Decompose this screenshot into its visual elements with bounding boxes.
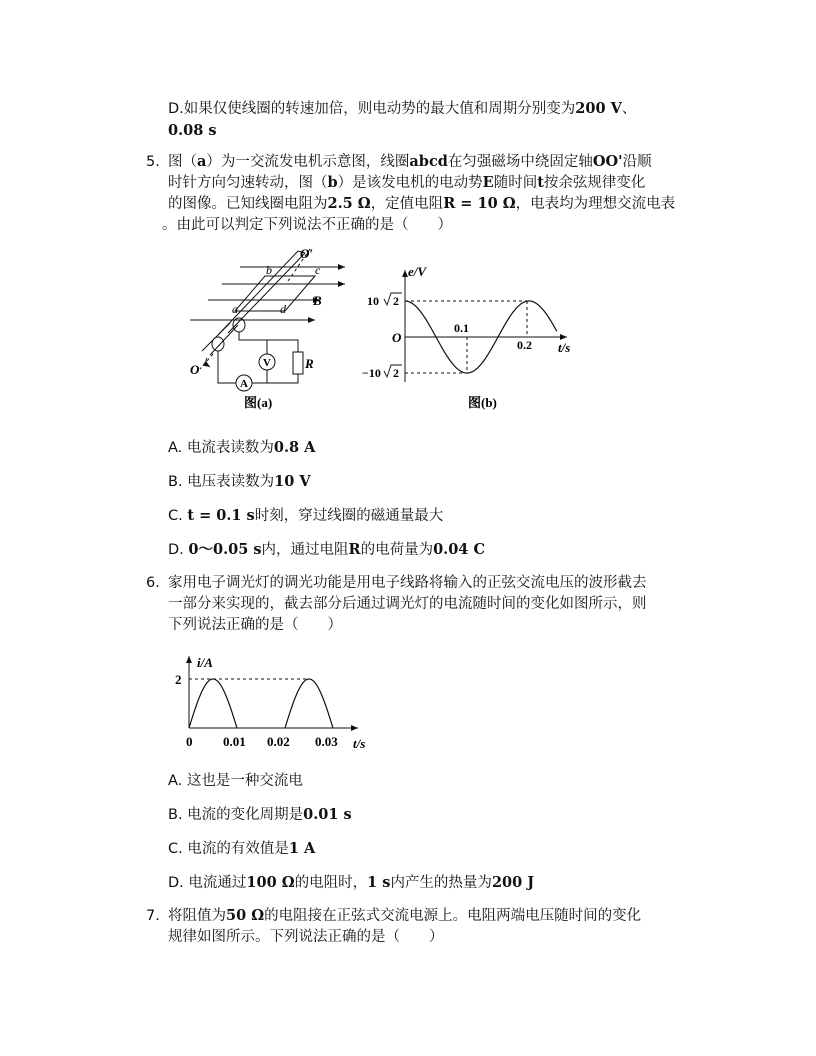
fig-b-tick-02: 0.2 bbox=[517, 338, 532, 352]
q5-option-b-value: 10 V bbox=[274, 473, 311, 490]
fig-b-y-top-sqrt: 2 bbox=[393, 294, 399, 308]
q6-option-d-text2: 内产生的热量为 bbox=[390, 875, 492, 891]
q7-l1a: 将阻值为 bbox=[168, 908, 226, 924]
q6-stem-line1: 家用电子调光灯的调光功能是用电子线路将输入的正弦交流电压的波形截去 bbox=[168, 575, 647, 591]
label-a: a bbox=[232, 302, 238, 316]
q5-option-c-prefix: C. bbox=[168, 508, 188, 524]
q5-option-d-text: 内，通过电阻 bbox=[261, 542, 349, 558]
q5-option-a[interactable] bbox=[168, 438, 315, 458]
coil bbox=[235, 276, 315, 311]
q6-option-c-text: C. 电流的有效值是 bbox=[168, 841, 289, 857]
figure-b-caption: 图(b) bbox=[468, 395, 497, 410]
figure-a-caption: 图(a) bbox=[244, 395, 273, 410]
q4-option-d-sep: 、 bbox=[621, 101, 637, 117]
fig-b-y-top: 10 bbox=[367, 294, 379, 308]
q6-stem-line2: 一部分来实现的，截去部分后通过调光灯的电流随时间的变化如图所示，则 bbox=[168, 596, 647, 612]
q5-l3b: 2.5 Ω bbox=[327, 195, 371, 212]
q5-stem-line3 bbox=[168, 194, 675, 214]
q6-xlabel: t/s bbox=[353, 736, 366, 751]
q6-option-d[interactable] bbox=[168, 873, 534, 893]
label-O-prime: O′ bbox=[300, 246, 314, 261]
fig-b-y-bottom: −10 bbox=[362, 366, 381, 380]
q5-l2d: E bbox=[482, 174, 494, 191]
q4-option-d-text: D.如果仅使线圈的转速加倍，则电动势的最大值和周期分别变为 bbox=[168, 101, 576, 117]
q4-option-d-value1: 200 V bbox=[575, 100, 622, 117]
fig-b-ylabel: e/V bbox=[408, 264, 427, 279]
q6-xtick-003: 0.03 bbox=[315, 734, 338, 749]
q5-option-a-text: A. 电流表读数为 bbox=[168, 440, 274, 456]
q5-l3d: R = 10 Ω bbox=[443, 195, 516, 212]
q6-option-a[interactable] bbox=[168, 771, 303, 791]
q5-l2f: t bbox=[537, 174, 544, 191]
q6-option-d-value3: 200 J bbox=[491, 874, 535, 891]
q6-option-b[interactable] bbox=[168, 805, 352, 825]
q6-number: 6. bbox=[146, 575, 160, 591]
q5-figure-a bbox=[180, 243, 360, 415]
q5-l1b: a bbox=[197, 153, 207, 170]
q5-l1d: abcd bbox=[409, 153, 448, 170]
q7-number: 7. bbox=[146, 908, 160, 924]
q6-option-d-value2: 1 s bbox=[367, 874, 391, 891]
q5-number: 5. bbox=[146, 154, 160, 170]
q6-current-hump-2 bbox=[285, 679, 333, 728]
q5-l2c: ）是该发电机的电动势 bbox=[337, 175, 483, 191]
q5-option-b-text: B. 电压表读数为 bbox=[168, 474, 275, 490]
q5-l2a: 时针方向匀速转动，图（ bbox=[168, 175, 328, 191]
q5-stem-line1 bbox=[168, 152, 652, 172]
q6-option-c-value: 1 A bbox=[288, 840, 316, 857]
q7-stem-line2: 规律如图所示。下列说法正确的是（ ） bbox=[168, 929, 444, 945]
slip-ring bbox=[212, 337, 224, 351]
q6-option-c[interactable] bbox=[168, 839, 315, 859]
label-c: c bbox=[315, 263, 321, 277]
q7-l1b: 50 Ω bbox=[226, 907, 265, 924]
q6-ytick-2: 2 bbox=[175, 672, 182, 687]
q5-l1c: ）为一交流发电机示意图，线圈 bbox=[206, 154, 410, 170]
q6-current-hump-1 bbox=[189, 679, 237, 728]
q5-option-c[interactable] bbox=[168, 506, 443, 526]
q6-option-d-text: 的电阻时， bbox=[294, 875, 368, 891]
fig-b-origin: O bbox=[392, 330, 402, 345]
fig-b-xlabel: t/s bbox=[558, 340, 571, 355]
q6-ylabel: i/A bbox=[197, 655, 213, 670]
q5-option-d-text2: 的电荷量为 bbox=[360, 542, 434, 558]
q6-option-b-text: B. 电流的变化周期是 bbox=[168, 807, 304, 823]
resistor bbox=[293, 352, 303, 374]
q6-option-b-value: 0.01 s bbox=[303, 806, 352, 823]
q7-stem-line1 bbox=[168, 906, 641, 926]
q4-option-d bbox=[168, 99, 636, 119]
fig-b-tick-01: 0.1 bbox=[454, 321, 469, 335]
q5-option-d[interactable] bbox=[168, 540, 485, 560]
label-O: O bbox=[190, 362, 200, 377]
q5-l3e: ，电表均为理想交流电表 bbox=[515, 196, 676, 212]
label-b: b bbox=[266, 263, 272, 277]
q5-figure-b bbox=[362, 262, 582, 414]
label-d: d bbox=[280, 302, 286, 316]
q5-l1g: 沿顺 bbox=[622, 154, 652, 170]
q5-l1f: OO' bbox=[592, 153, 623, 170]
q5-option-a-value: 0.8 A bbox=[273, 439, 316, 456]
q6-option-d-value: 100 Ω bbox=[246, 874, 295, 891]
q7-l1c: 的电阻接在正弦式交流电源上。电阻两端电压随时间的变化 bbox=[264, 908, 642, 924]
q6-xtick-002: 0.02 bbox=[267, 734, 290, 749]
label-B: B bbox=[313, 293, 322, 308]
label-A: A bbox=[240, 378, 248, 390]
q5-l2b: b bbox=[327, 174, 338, 191]
q6-xtick-001: 0.01 bbox=[223, 734, 246, 749]
label-R: R bbox=[305, 356, 314, 371]
q5-option-c-value: t = 0.1 s bbox=[187, 507, 255, 524]
q4-option-d-line2: 0.08 s bbox=[168, 122, 217, 139]
q5-l2g: 按余弦规律变化 bbox=[543, 175, 646, 191]
fig-b-y-bottom-sqrt: 2 bbox=[393, 366, 399, 380]
q6-stem-line3: 下列说法正确的是（ ） bbox=[168, 617, 342, 633]
q5-l1a: 图（ bbox=[168, 154, 197, 170]
q5-option-d-value: 0～0.05 s bbox=[188, 541, 262, 558]
q5-stem-line4: 。由此可以判定下列说法不正确的是（ ） bbox=[162, 217, 452, 233]
q5-option-b[interactable] bbox=[168, 472, 311, 492]
q5-l3c: ，定值电阻 bbox=[370, 196, 444, 212]
q5-option-d-value3: 0.04 C bbox=[433, 541, 485, 558]
q6-xtick-0: 0 bbox=[186, 734, 193, 749]
q5-stem-line2 bbox=[168, 173, 645, 193]
q5-l3a: 的图像。已知线圈电阻为 bbox=[168, 196, 328, 212]
q6-chart bbox=[170, 650, 380, 754]
q5-option-c-text: 时刻，穿过线圈的磁通量最大 bbox=[254, 508, 444, 524]
q5-l2e: 随时间 bbox=[493, 175, 538, 191]
q5-l1e: 在匀强磁场中绕固定轴 bbox=[447, 154, 593, 170]
q5-option-d-value2: R bbox=[348, 541, 361, 558]
q6-option-d-prefix: D. 电流通过 bbox=[168, 875, 247, 891]
label-V: V bbox=[263, 357, 271, 369]
q5-option-d-prefix: D. bbox=[168, 542, 189, 558]
q6-option-a-text: A. 这也是一种交流电 bbox=[168, 773, 303, 789]
